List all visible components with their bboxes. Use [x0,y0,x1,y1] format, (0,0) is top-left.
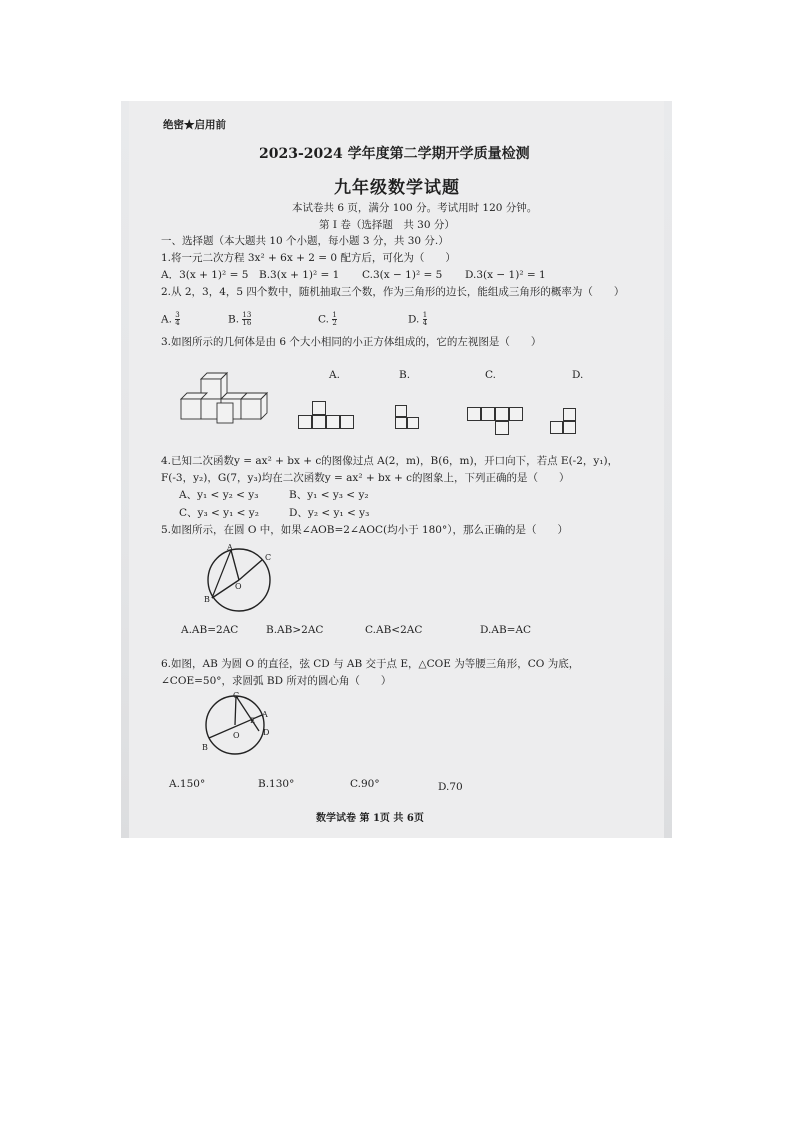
exam-info: 本试卷共 6 页，满分 100 分。考试用时 120 分钟。 [292,202,538,214]
q4-option-c: C、y₃ < y₁ < y₂ [179,507,259,519]
volume-label: 第 I 卷（选择题 共 30 分） [319,219,455,231]
q3-label-b: B. [399,369,411,381]
q5-point-c: C [265,553,272,562]
exam-title: 2023-2024 学年度第二学期开学质量检测 [259,146,530,162]
q6-point-c: C [233,691,240,700]
q2-option-a: A. $\frac{3}{4}$ [161,311,180,327]
q4-option-b: B、y₁ < y₃ < y₂ [289,489,369,501]
q3-label-a: A. [329,369,340,381]
secret-label: 绝密★启用前 [163,119,226,131]
q6-option-c: C.90° [350,778,380,790]
q4-option-a: A、y₁ < y₂ < y₃ [179,489,259,501]
q4-stem-line2: F(-3，y₂)，G(7，y₃)均在二次函数y = ax² + bx + c的图象上，下列正确的是（ ） [161,472,570,484]
q5-option-c: C.AB<2AC [365,624,423,636]
q5-point-o: O [235,582,242,591]
q2-option-b: B. $\frac{13}{16}$ [228,311,252,327]
q4-stem-line1: 4.已知二次函数y = ax² + bx + c的图像过点 A(2，m)，B(6，m)，开口向下，若点 E(-2，y₁)， [161,455,619,467]
page-footer: 数学试卷 第 1页 共 6页 [316,813,424,824]
q6-option-d: D.70 [438,781,463,793]
q6-point-a: A [262,710,268,719]
q6-point-b: B [202,743,208,752]
q5-option-b: B.AB>2AC [266,624,324,636]
scanned-photo [121,101,672,838]
q2-option-c: C. $\frac{1}{2}$ [318,311,337,327]
q3-solid-figure [177,371,277,426]
q3-label-c: C. [485,369,496,381]
q2-stem: 2.从 2，3，4，5 四个数中，随机抽取三个数，作为三角形的边长，能组成三角形的概率为（ ） [161,286,625,298]
q6-option-a: A.150° [169,778,206,790]
q6-option-b: B.130° [258,778,295,790]
q5-point-b: B [204,595,210,604]
q6-point-e: E [250,717,256,725]
q1-stem: 1.将一元二次方程 3x² + 6x + 2 = 0 配方后，可化为（ ） [161,252,456,264]
section-title: 一、选择题（本大题共 10 个小题，每小题 3 分，共 30 分.） [161,235,449,247]
q6-stem-line2: ∠COE=50°，求圆弧 BD 所对的圆心角（ ） [161,675,392,687]
q3-label-d: D. [572,369,584,381]
q3-stem: 3.如图所示的几何体是由 6 个大小相同的小正方体组成的，它的左视图是（ ） [161,336,542,348]
q6-point-o: O [233,731,240,740]
q5-option-a: A.AB=2AC [181,624,239,636]
q1-option-d: D.3(x − 1)² = 1 [465,269,546,281]
q2-option-d: D. $\frac{1}{4}$ [408,311,428,327]
q1-option-a: A．3(x + 1)² = 5 [161,269,249,281]
exam-subtitle: 九年级数学试题 [334,178,460,198]
q1-option-b: B.3(x + 1)² = 1 [259,269,340,281]
q4-option-d: D、y₂ < y₁ < y₃ [289,507,370,519]
q6-point-d: D [263,728,270,737]
q5-stem: 5.如图所示，在圆 O 中，如果∠AOB=2∠AOC(均小于 180°），那么正确的是（ ） [161,524,568,536]
exam-page [129,101,664,838]
q6-stem-line1: 6.如图，AB 为圆 O 的直径，弦 CD 与 AB 交于点 E，△COE 为等腰三角形，CO 为底， [161,658,580,670]
q1-option-c: C.3(x − 1)² = 5 [362,269,443,281]
q5-option-d: D.AB=AC [480,624,532,636]
q5-point-a: A [227,543,233,552]
